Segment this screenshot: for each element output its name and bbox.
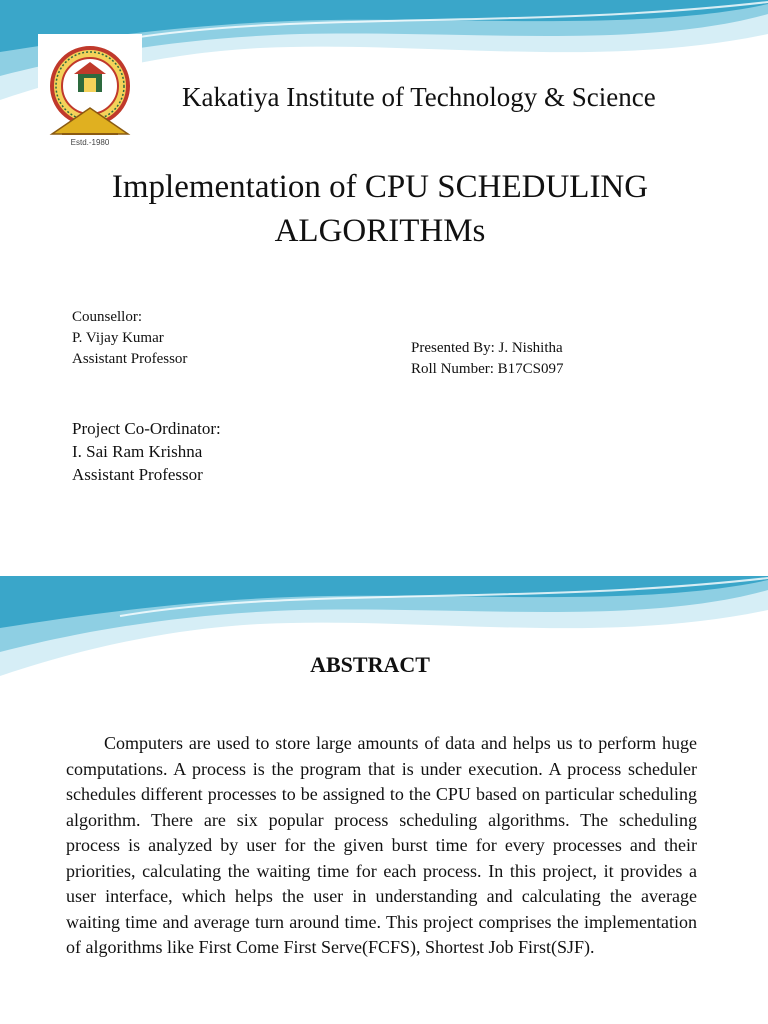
logo-established-text: Estd.-1980 <box>70 138 110 147</box>
institute-name: Kakatiya Institute of Technology & Science <box>182 82 656 112</box>
counsellor-block <box>72 307 187 370</box>
presenter-block <box>411 338 564 380</box>
abstract-slide <box>0 576 768 1024</box>
title-line-1: Implementation of CPU SCHEDULING <box>111 169 649 205</box>
coordinator-heading: Project Co-Ordinator: <box>72 419 221 438</box>
presented-by: Presented By: J. Nishitha <box>411 340 563 356</box>
coordinator-block <box>72 417 221 486</box>
abstract-paragraph: Computers are used to store large amounts of data and helps us to perform huge computations. A process is the program that is under execution. A process scheduler schedules different processes to be assigned to the CPU based on particular scheduling algorithm. There are six popular process scheduling algorithms. The scheduling process is analyzed by user for the given burst time for every processes and their priorities, calculating the waiting time for each process. In this project, it provides a user interface, which helps the user in understanding and calculating the average waiting time and average turn around time. This project comprises the implementation of algorithms like First Come First Serve(FCFS), Shortest Job First(SJF). <box>66 733 697 957</box>
counsellor-name: P. Vijay Kumar <box>72 330 164 346</box>
coordinator-name: I. Sai Ram Krishna <box>72 442 203 461</box>
institute-logo <box>38 34 142 156</box>
roll-number: Roll Number: B17CS097 <box>411 361 564 377</box>
abstract-heading: ABSTRACT <box>310 652 430 677</box>
page-title <box>60 165 700 253</box>
coordinator-role: Assistant Professor <box>72 465 203 484</box>
counsellor-role: Assistant Professor <box>72 351 188 367</box>
title-line-2: ALGORITHMs <box>274 213 486 249</box>
counsellor-heading: Counsellor: <box>72 309 142 325</box>
